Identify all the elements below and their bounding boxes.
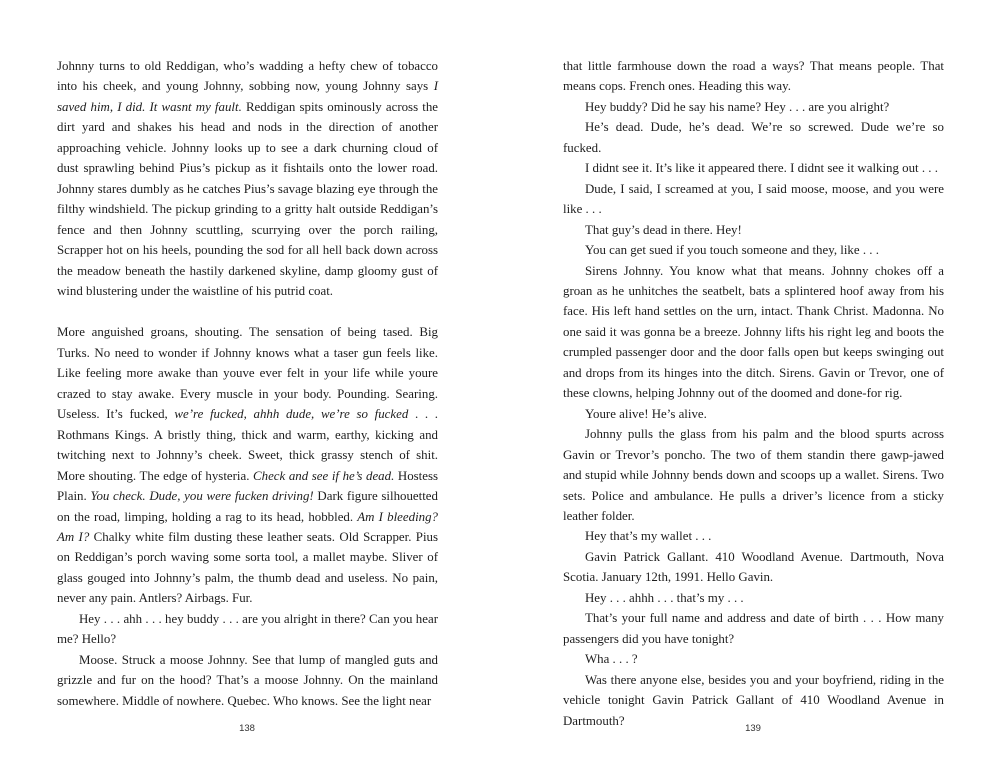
text-run: that little farmhouse down the road a ways? That means people. That means cops. French ones. Heading this way. [563,59,944,94]
text-run: He’s dead. Dude, he’s dead. We’re so screwed. Dude we’re so fucked. [563,120,944,155]
italic-text-run: Check and see if he’s dead. [253,468,395,483]
text-run: Hey that’s my wallet . . . [585,529,712,544]
paragraph [563,608,944,649]
text-run: Gavin Patrick Gallant. 410 Woodland Avenue. Dartmouth, Nova Scotia. January 12th, 1991. Hello Gavin. [563,549,944,585]
paragraph-spacer [57,301,438,322]
text-run: Hey . . . ahhh . . . that’s my . . . [585,590,744,605]
left-page-number: 138 [239,723,255,734]
paragraph [563,220,944,240]
text-run: Moose. Struck a moose Johnny. See that lump of mangled guts and grizzle and fur on the hood? That’s a moose Johnny. On the mainland somewhere. Middle of nowhere. Quebec. Who knows. See the light near [57,652,438,708]
paragraph [563,179,944,220]
text-run: More anguished groans, shouting. The sensation of being tased. Big Turks. No need to wonder if Johnny knows what a taser gun feels like. Like feeling more awake than youve ever felt in your life while youre crazed to stay awake. Every muscle in your body. Pounding. Searing. Useless. It’s fucked, [57,325,438,422]
paragraph [563,117,944,158]
text-run: . . . Rothmans Kings. A bristly thing, thick and warm, earthy, kicking and twitching next to Johnny’s cheek. Sweet, thick grassy stench of shit. More shouting. The edge of hysteria. [57,407,438,483]
text-run: Hey buddy? Did he say his name? Hey . . . are you alright? [585,99,890,114]
right-page-text [563,56,944,731]
paragraph [563,97,944,117]
text-run: Was there anyone else, besides you and your boyfriend, riding in the vehicle tonight Gavin Patrick Gallant of 410 Woodland Avenue in Dartmouth? [563,672,944,728]
right-page-number: 139 [745,723,761,734]
text-run: You can get sued if you touch someone and they, like . . . [585,243,879,258]
italic-text-run: I saved him, I did. It wasnt my fault. [57,79,438,114]
text-run: That guy’s dead in there. Hey! [585,222,742,237]
text-run: That’s your full name and address and date of birth . . . How many passengers did you have tonight? [563,611,944,646]
paragraph [563,404,944,424]
paragraph [57,322,438,608]
paragraph [563,547,944,588]
text-run: Youre alive! He’s alive. [585,406,707,421]
text-run: Dark figure silhouetted on the road, limping, holding a rag to its head, hobbled. [57,489,438,524]
paragraph [563,261,944,404]
paragraph [563,240,944,260]
text-run: Johnny pulls the glass from his palm and the blood spurts across Gavin or Trevor’s poncho. The two of them standin there gawp-jawed and stupid while Johnny bends down and scoops up a wallet. Sirens. Two sets. Police and ambulance. He pulls a driver’s licence from a sticky leather folder. [563,427,944,523]
text-run: Sirens Johnny. You know what that means. Johnny chokes off a groan as he unhitches the seatbelt, bats a splintered hoof away from his face. His left hand settles on the urn, intact. Thank Christ. Madonna. No one said it was gonna be a breeze. Johnny lifts his right leg and boots the crumpled passenger door and the door falls open but keeps swinging out and drops from its hinges into the ditch. Sirens. Gavin or Trevor, one of these clowns, helping Johnny out of the doomed and done-for rig. [563,263,944,401]
paragraph [57,609,438,650]
text-run: Hey . . . ahh . . . hey buddy . . . are you alright in there? Can you hear me? Hello? [57,611,438,647]
paragraph [563,424,944,526]
text-run: Dude, I said, I screamed at you, I said moose, moose, and you were like . . . [563,181,944,217]
text-run: Reddigan spits ominously across the dirt yard and shakes his head and nods in the direction of another approaching vehicle. Johnny looks up to see a dark churning cloud of dust sprawling behind Pius’s pickup as it fishtails onto the lower road. Johnny stares dumbly as he catches Pius’s savage blazing eye through the filthy windshield. The pickup grinding to a gritty halt outside Reddigan’s fence and then Johnny scuttling, scurrying over the porch railing, Scrapper hot on his heels, pounding the sod for all hell back down across the meadow beneath the hastily darkened skyline, damp gloomy gust of wind blustering under the waistline of his putrid coat. [57,99,438,298]
paragraph [563,56,944,97]
italic-text-run: You check. Dude, you were fucken driving! [90,489,314,504]
paragraph [57,56,438,301]
paragraph [563,158,944,178]
text-run: Chalky white film dusting these leather seats. Old Scrapper. Pius on Reddigan’s porch waving some sorta tool, a mallet maybe. Sliver of glass gouged into Johnny’s palm, the thumb dead and useless. No pain, never any pain. Antlers? Airbags. Fur. [57,529,438,606]
text-run: Johnny turns to old Reddigan, who’s wadding a hefty chew of tobacco into his cheek, and young Johnny, sobbing now, young Johnny says [57,59,438,94]
left-page-text [57,56,438,711]
paragraph [563,588,944,608]
paragraph [57,650,438,711]
text-run: I didnt see it. It’s like it appeared there. I didnt see it walking out . . . [585,161,938,176]
text-run: Hostess Plain. [57,468,439,504]
text-run: Wha . . . ? [585,652,638,667]
italic-text-run: we’re fucked, ahhh dude, we’re so fucked [174,407,409,422]
paragraph [563,526,944,546]
paragraph [563,670,944,731]
paragraph [563,649,944,669]
italic-text-run: Am I bleeding? Am I? [57,509,438,544]
